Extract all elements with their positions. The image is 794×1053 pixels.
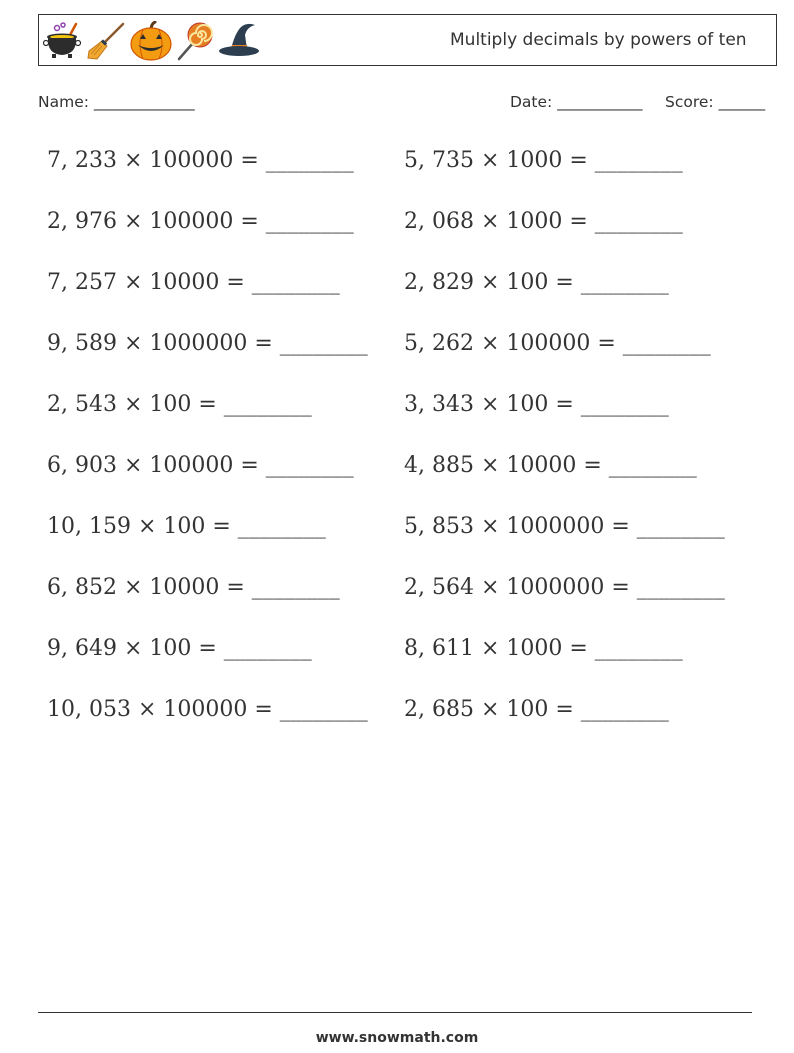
problem-left-2: 2, 976 × 100000 = ________ [47, 209, 354, 234]
problem-left-6: 6, 903 × 100000 = ________ [47, 453, 354, 478]
problem-right-9: 8, 611 × 1000 = ________ [404, 636, 683, 661]
problem-left-4: 9, 589 × 1000000 = ________ [47, 331, 368, 356]
problem-right-5: 3, 343 × 100 = ________ [404, 392, 669, 417]
problem-left-5: 2, 543 × 100 = ________ [47, 392, 312, 417]
problem-right-6: 4, 885 × 10000 = ________ [404, 453, 697, 478]
problem-right-8: 2, 564 × 1000000 = ________ [404, 575, 725, 600]
broom-icon [85, 21, 127, 61]
name-label: Name: [38, 93, 89, 111]
problem-right-3: 2, 829 × 100 = ________ [404, 270, 669, 295]
date-label: Date: [510, 93, 553, 111]
problem-left-9: 9, 649 × 100 = ________ [47, 636, 312, 661]
header-box [38, 14, 777, 66]
problem-left-7: 10, 159 × 100 = ________ [47, 514, 326, 539]
pumpkin-icon [129, 21, 173, 61]
icon-strip [43, 19, 261, 63]
name-field [38, 93, 195, 111]
footer-url: www.snowmath.com [315, 1030, 479, 1046]
lollipop-icon [175, 21, 215, 61]
problem-right-1: 5, 735 × 1000 = ________ [404, 148, 683, 173]
cauldron-icon [43, 21, 83, 61]
date-blank: ___________ [557, 93, 643, 111]
problem-right-10: 2, 685 × 100 = ________ [404, 697, 669, 722]
problem-right-4: 5, 262 × 100000 = ________ [404, 331, 711, 356]
date-field [510, 93, 642, 111]
score-label: Score: [665, 93, 714, 111]
problem-left-10: 10, 053 × 100000 = ________ [47, 697, 368, 722]
problem-right-2: 2, 068 × 1000 = ________ [404, 209, 683, 234]
problem-right-7: 5, 853 × 1000000 = ________ [404, 514, 725, 539]
problem-left-8: 6, 852 × 10000 = ________ [47, 575, 340, 600]
worksheet-title: Multiply decimals by powers of ten [450, 30, 747, 50]
problem-left-3: 7, 257 × 10000 = ________ [47, 270, 340, 295]
problem-left-1: 7, 233 × 100000 = ________ [47, 148, 354, 173]
score-field [665, 93, 765, 111]
witch-hat-icon [217, 21, 261, 61]
score-blank: ______ [718, 93, 766, 111]
name-blank: _____________ [93, 93, 195, 111]
footer-divider [38, 1012, 752, 1013]
